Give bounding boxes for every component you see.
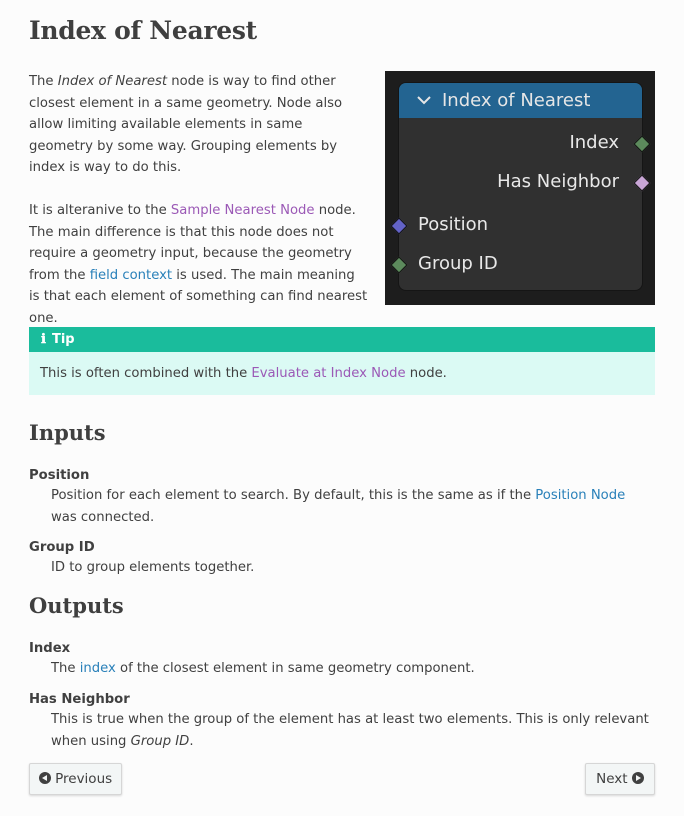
info-icon: ℹ xyxy=(41,332,46,347)
previous-button[interactable]: Previous xyxy=(29,763,122,795)
group-id-socket-icon xyxy=(391,257,408,274)
has-neighbor-socket-icon xyxy=(634,175,651,192)
field-context-link[interactable]: field context xyxy=(89,267,173,283)
node-name-emphasis: Index of Nearest xyxy=(57,74,168,89)
node-header-title: Index of Nearest xyxy=(442,90,591,111)
output-has-neighbor-term: Has Neighbor xyxy=(29,692,130,707)
input-group-id-description: ID to group elements together. xyxy=(51,560,255,575)
node-screenshot xyxy=(385,71,655,305)
tip-admonition xyxy=(29,327,655,395)
page-title: Index of Nearest xyxy=(29,16,257,45)
output-index-description: The index of the closest element in same geometry component. xyxy=(51,661,475,676)
outputs-heading: Outputs xyxy=(29,593,124,618)
intro-paragraph-1: The Index of Nearest node is way to find other closest element in a same geometry. Node also allow limiting available elements in same geometry by some way. Grouping elements by index is way to do this. xyxy=(29,74,343,175)
arrow-right-circle-icon xyxy=(632,772,644,784)
output-has-neighbor-description: This is true when the group of the element has at least two elements. This is only relevant when using Group ID. xyxy=(51,712,649,749)
input-group-id-term: Group ID xyxy=(29,540,95,555)
node-output-index: Index xyxy=(569,132,619,153)
position-socket-icon xyxy=(391,218,408,235)
index-link[interactable]: index xyxy=(79,661,116,676)
evaluate-at-index-node-link[interactable]: Evaluate at Index Node xyxy=(251,366,406,381)
output-index-term: Index xyxy=(29,641,71,656)
position-node-link[interactable]: Position Node xyxy=(535,488,626,503)
index-socket-icon xyxy=(634,136,651,153)
chevron-down-icon xyxy=(416,92,432,108)
node-box xyxy=(399,83,642,290)
arrow-left-circle-icon xyxy=(39,772,51,784)
input-position-description: Position for each element to search. By default, this is the same as if the Position Node was connected. xyxy=(51,488,626,525)
node-output-has-neighbor: Has Neighbor xyxy=(497,171,619,192)
intro-text xyxy=(29,71,369,351)
node-input-position: Position xyxy=(418,214,489,235)
node-header xyxy=(399,83,642,118)
next-button[interactable]: Next xyxy=(585,763,655,795)
inputs-heading: Inputs xyxy=(29,420,106,445)
tip-body: This is often combined with the Evaluate at Index Node node. xyxy=(40,366,447,381)
node-input-group-id: Group ID xyxy=(418,253,498,274)
sample-nearest-node-link[interactable]: Sample Nearest Node xyxy=(170,203,315,218)
intro-paragraph-2: It is alteranive to the Sample Nearest Node node. The main difference is that this node does not require a geometry input, because the geometry from the field context is used. The main meaning is that each element of something can find nearest one. xyxy=(29,203,368,326)
input-position-term: Position xyxy=(29,468,90,483)
tip-header: ℹ Tip xyxy=(29,327,655,352)
